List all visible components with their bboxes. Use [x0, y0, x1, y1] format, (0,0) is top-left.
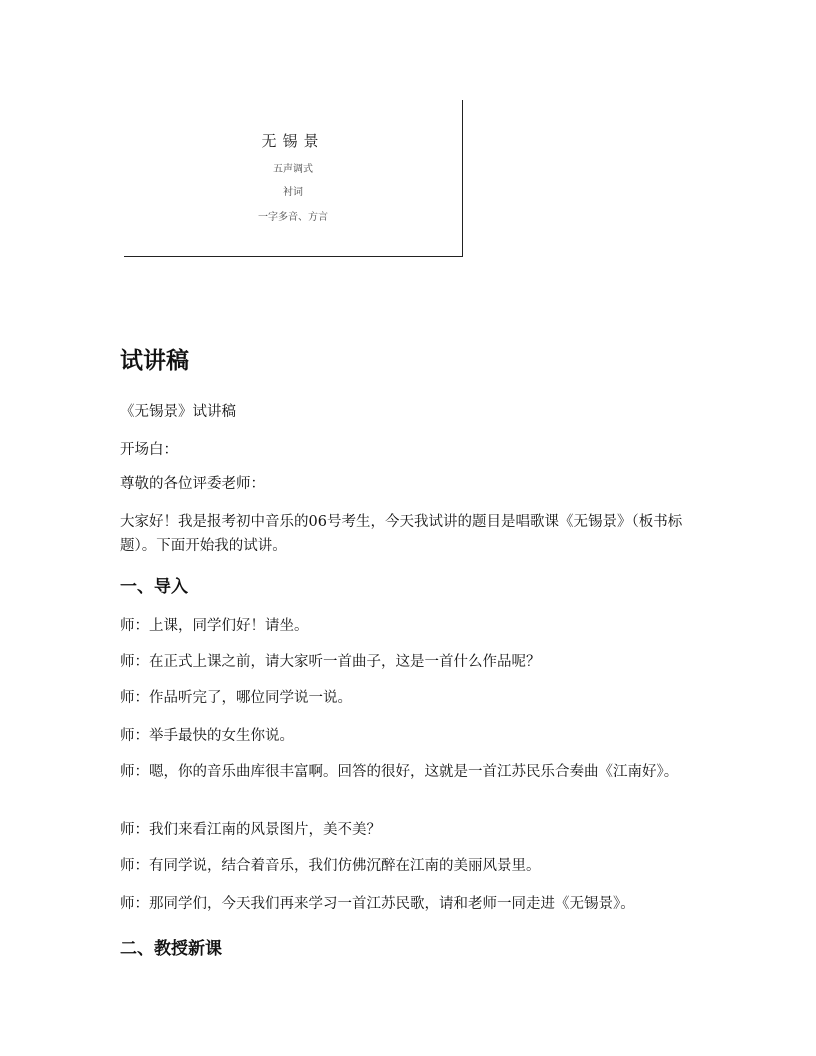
opening-label: 开场白： [120, 442, 178, 458]
document-title: 试讲稿 [120, 348, 189, 374]
board-title: 无锡景 [261, 132, 325, 150]
dialogue-line: 师：上课，同学们好！请坐。 [120, 618, 309, 634]
board-line-mode: 五声调式 [273, 164, 313, 175]
dialogue-line: 师：作品听完了，哪位同学说一说。 [120, 690, 352, 706]
dialogue-line: 师：我们来看江南的风景图片，美不美？ [120, 822, 381, 838]
dialogue-line: 师：在正式上课之前，请大家听一首曲子，这是一首什么作品呢？ [120, 654, 541, 670]
board-line-melisma: 一字多音、方言 [258, 212, 328, 223]
section-heading-intro: 一、导入 [120, 577, 188, 597]
document-subtitle: 《无锡景》试讲稿 [120, 404, 236, 420]
intro-paragraph: 大家好！我是报考初中音乐的06号考生，今天我试讲的题目是唱歌课《无锡景》（板书标题）。下面开始我的试讲。 [120, 514, 683, 554]
dialogue-line: 师：嗯，你的音乐曲库很丰富啊。回答的很好，这就是一首江苏民乐合奏曲《江南好》。 [120, 764, 679, 780]
dialogue-line: 师：举手最快的女生你说。 [120, 728, 294, 744]
section-heading-new-lesson: 二、教授新课 [120, 939, 222, 959]
board-line-vocables: 衬词 [283, 187, 303, 198]
blackboard-diagram [124, 100, 463, 257]
dialogue-line: 师：有同学说，结合着音乐，我们仿佛沉醉在江南的美丽风景里。 [120, 858, 541, 874]
greeting: 尊敬的各位评委老师： [120, 476, 265, 492]
dialogue-line: 师：那同学们，今天我们再来学习一首江苏民歌，请和老师一同走进《无锡景》。 [120, 896, 635, 912]
